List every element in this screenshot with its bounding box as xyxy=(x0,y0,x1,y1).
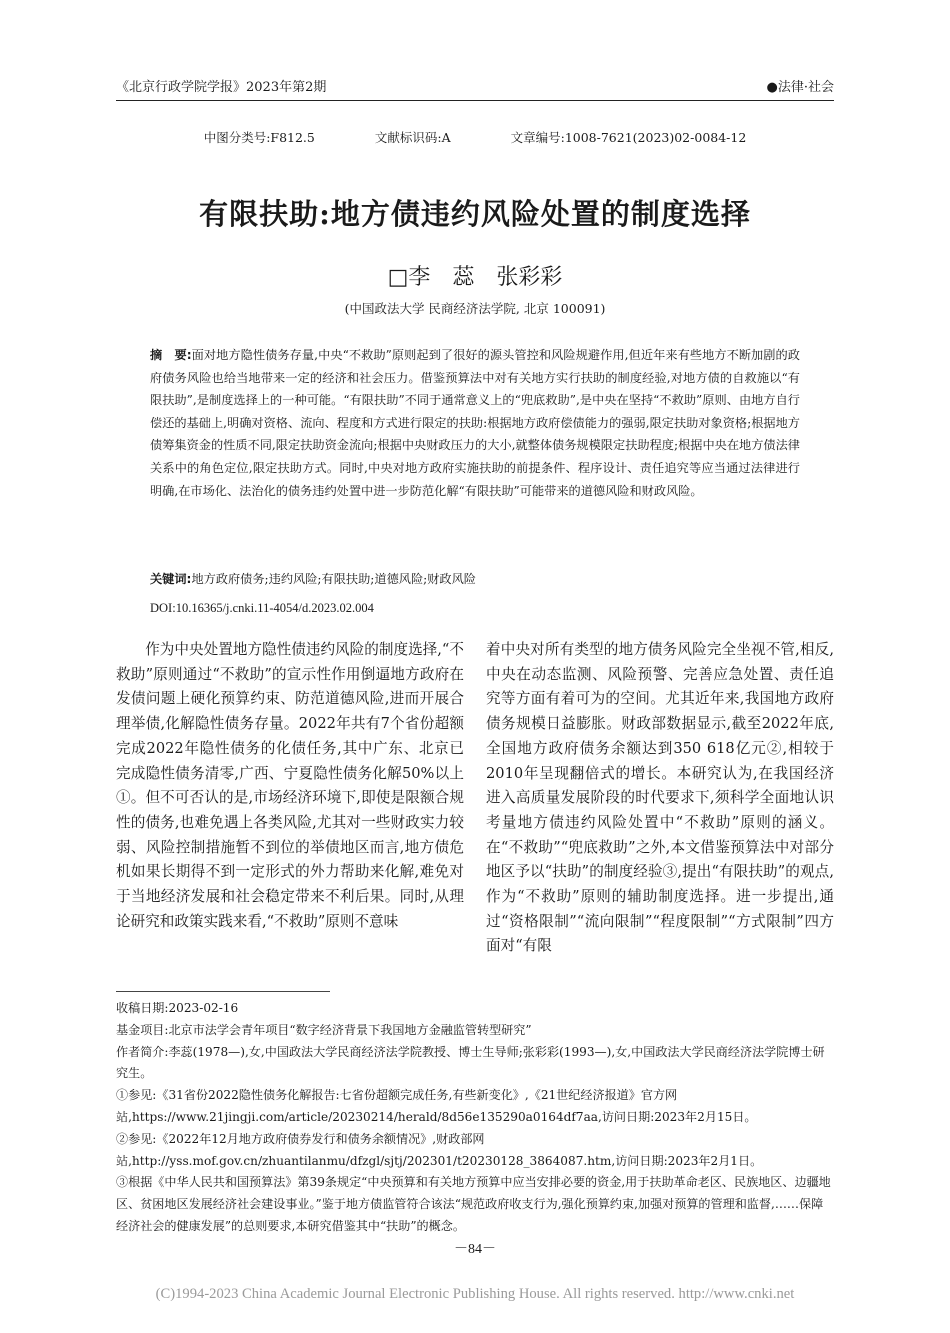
article-meta xyxy=(116,128,834,146)
fund-project: 基金项目:北京市法学会青年项目“数字经济背景下我国地方金融监管转型研究” xyxy=(116,1022,532,1037)
article-number: 文章编号:1008-7621(2023)02-0084-12 xyxy=(510,130,747,145)
footnotes xyxy=(116,998,834,1238)
footnote-3: ③根据《中华人民共和国预算法》第39条规定“中央预算和有关地方预算中应当安排必要的资金,用于扶助革命老区、民族地区、边疆地区、贫困地区发展经济社会建设事业。”鉴于地方债监管符合该法“规范政府收支行为,强化预算约束,加强对预算的管理和监督,……保障经济社会的健康发展”的总则要求,本研究借鉴其中“扶助”的概念。 xyxy=(116,1175,831,1233)
document-code: 文献标识码:A xyxy=(374,130,451,145)
clc-number: 中图分类号:F812.5 xyxy=(203,130,315,145)
footnote-1: ①参见:《31省份2022隐性债务化解报告:七省份超额完成任务,有些新变化》,《21世纪经济报道》官方网站,https://www.21jingji.com/article/20230214/herald/8d56e135290a0164df7aa,访问日期:2023年2月15日。 xyxy=(116,1088,757,1124)
body-column-right xyxy=(486,638,834,959)
received-date: 收稿日期:2023-02-16 xyxy=(116,1001,239,1015)
journal-header: 《北京行政学院学报》2023年第2期 xyxy=(116,80,327,95)
keywords-text: 地方政府债务;违约风险;有限扶助;道德风险;财政风险 xyxy=(191,572,476,586)
abstract-text: 面对地方隐性债务存量,中央“不救助”原则起到了很好的源头管控和风险规避作用,但近年来有些地方不断加剧的政府债务风险也给当地带来一定的经济和社会压力。借鉴预算法中对有关地方实行扶助的制度经验,对地方债的自救施以“有限扶助”,是制度选择上的一种可能。“有限扶助”不同于通常意义上的“兜底救助”,是中央在坚持“不救助”原则、由地方自行偿还的基础上,明确对资格、流向、程度和方式进行限定的扶助:根据地方政府偿债能力的强弱,限定扶助对象资格;根据地方债筹集资金的性质不同,限定扶助资金流向;根据中央财政压力的大小,就整体债务规模限定扶助程度;根据中央在地方债法律关系中的角色定位,限定扶助方式。同时,中央对地方政府实施扶助的前提条件、程序设计、责任追究等应当通过法律进行明确,在市场化、法治化的债务违约处置中进一步防范化解“有限扶助”可能带来的道德风险和财政风险。 xyxy=(150,348,800,498)
keywords xyxy=(150,570,800,587)
keywords-label: 关键词: xyxy=(150,572,192,586)
body-column-left xyxy=(116,638,464,934)
section-label: ●法律·社会 xyxy=(766,80,834,95)
footnote-divider xyxy=(116,991,330,992)
doi: DOI:10.16365/j.cnki.11-4054/d.2023.02.004 xyxy=(150,601,374,615)
footnote-2: ②参见:《2022年12月地方政府债券发行和债务余额情况》,财政部网站,http://yss.mof.gov.cn/zhuantilanmu/dfzgl/sjtj/202301/t20230128_3864087.htm,访问日期:2023年2月1日。 xyxy=(116,1131,763,1168)
copyright-notice: (C)1994-2023 China Academic Journal Electronic Publishing House. All rights reserved. http://www.cnki.net xyxy=(155,1286,795,1302)
affiliation: (中国政法大学 民商经济法学院, 北京 100091) xyxy=(344,301,606,316)
page-number: －84－ xyxy=(454,1242,496,1257)
author-bio: 作者简介:李蕊(1978—),女,中国政法大学民商经济法学院教授、博士生导师;张彩彩(1993—),女,中国政法大学民商经济法学院博士研究生。 xyxy=(116,1044,825,1081)
body-paragraph: 着中央对所有类型的地方债务风险完全坐视不管,相反,中央在动态监测、风险预警、完善应急处置、责任追究等方面有着可为的空间。尤其近年来,我国地方政府债务规模日益膨胀。财政部数据显示,截至2022年底,全国地方政府债务余额达到350 618亿元②,相较于2010年呈现翻倍式的增长。本研究认为,在我国经济进入高质量发展阶段的时代要求下,须科学全面地认识考量地方债违约风险处置中“不救助”原则的涵义。在“不救助”“兜底救助”之外,本文借鉴预算法中对部分地区予以“扶助”的制度经验③,提出“有限扶助”的观点,作为“不救助”原则的辅助制度选择。进一步提出,通过“资格限制”“流向限制”“程度限制”“方式限制”四方面对“有限 xyxy=(486,641,834,955)
abstract-label: 摘 要: xyxy=(150,348,192,362)
paper-title: 有限扶助:地方债违约风险处置的制度选择 xyxy=(199,197,751,231)
header-divider xyxy=(116,100,834,101)
authors: □李 蕊 张彩彩 xyxy=(387,265,563,290)
abstract xyxy=(150,344,800,502)
body-paragraph: 作为中央处置地方隐性债违约风险的制度选择,“不救助”原则通过“不救助”的宣示性作用倒逼地方政府在发债问题上硬化预算约束、防范道德风险,进而开展合理举债,化解隐性债务存量。2022年共有7个省份超额完成2022年隐性债务的化债任务,其中广东、北京已完成隐性债务清零,广西、宁夏隐性债务化解50%以上①。但不可否认的是,市场经济环境下,即使是限额合规性的债务,也难免遇上各类风险,尤其对一些财政实力较弱、风险控制措施暂不到位的举债地区而言,地方债危机如果长期得不到一定形式的外力帮助来化解,难免对于当地经济发展和社会稳定带来不利后果。同时,从理论研究和政策实践来看,“不救助”原则不意味 xyxy=(116,641,464,930)
